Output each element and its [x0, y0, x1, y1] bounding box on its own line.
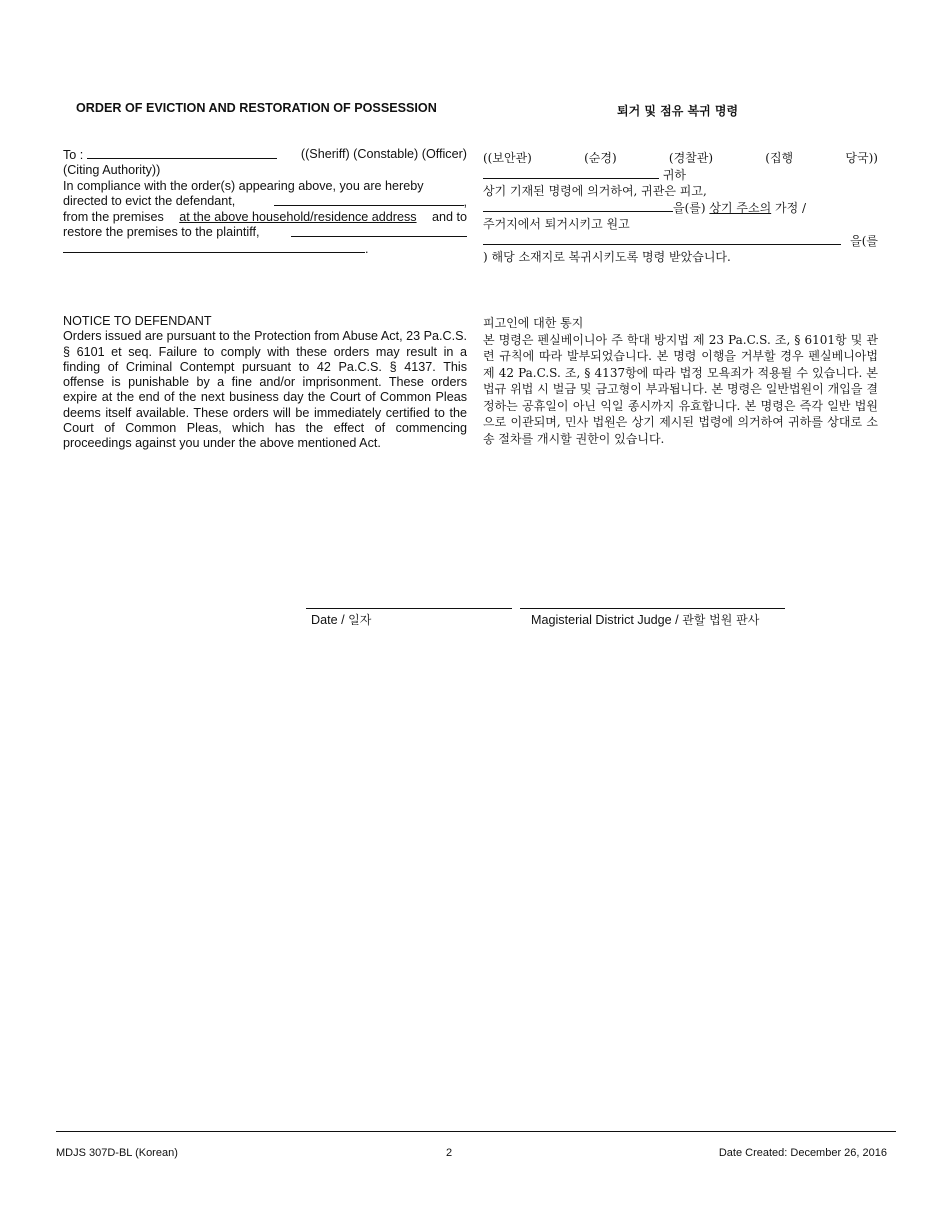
right-title: 퇴거 및 점유 복귀 명령: [617, 104, 739, 118]
compliance-line-2: directed to evict the defendant, ,: [63, 193, 467, 209]
judge-label-ko: 관할 법원 판사: [682, 613, 760, 627]
compliance-text-1: In compliance with the order(s) appearing above, you are hereby: [63, 178, 424, 193]
officer-roles: ((Sheriff) (Constable) (Officer): [300, 147, 467, 161]
household-text: 가정 /: [775, 200, 807, 215]
judge-signature-line[interactable]: [520, 608, 785, 609]
officer-name-blank[interactable]: [87, 147, 277, 159]
object-particle: 을(를): [673, 200, 706, 215]
line-2-ko: 상기 기재된 명령에 의거하여, 귀관은 피고,: [483, 184, 707, 198]
addressee-line: [483, 167, 878, 184]
compliance-text-3b: and to: [431, 210, 467, 225]
line-3-ko: [483, 200, 878, 217]
compliance-line-3: [63, 210, 467, 225]
date-created: Date Created: December 26, 2016: [718, 1147, 887, 1159]
form-id: MDJS 307D-BL (Korean): [56, 1147, 178, 1159]
period: .: [365, 241, 369, 256]
footer-rule: [56, 1131, 896, 1132]
to-line: [63, 147, 467, 163]
plaintiff-name-blank[interactable]: [291, 225, 467, 237]
role-citing: (집행: [765, 151, 794, 165]
left-title: ORDER OF EVICTION AND RESTORATION OF POSSESSION: [76, 101, 437, 115]
role-constable: (순경): [584, 151, 617, 165]
citing-authority: (Citing Authority)): [63, 163, 161, 178]
right-notice: [483, 315, 878, 447]
line-4-ko: 주거지에서 퇴거시키고 원고: [483, 217, 630, 231]
defendant-name-blank[interactable]: [274, 194, 464, 206]
left-notice: [63, 314, 467, 452]
role-officer: (경찰관): [668, 151, 714, 165]
line-5-ko: [483, 233, 878, 250]
object-particle-2: 을(를: [850, 233, 878, 248]
plaintiff-name-blank-2[interactable]: [63, 241, 365, 253]
roles-line: [483, 150, 878, 167]
date-signature-line[interactable]: [306, 608, 512, 609]
date-label-en: Date /: [311, 613, 345, 627]
address-underlined: at the above household/residence address: [179, 210, 417, 225]
compliance-text-4: restore the premises to the plaintiff,: [63, 225, 260, 240]
right-order-block: [483, 150, 878, 266]
judge-label-en: Magisterial District Judge /: [531, 613, 679, 627]
judge-label: [531, 612, 759, 629]
notice-body: Orders issued are pursuant to the Protection from Abuse Act, 23 Pa.C.S. § 6101 et seq. Failure to comply with these orders may result in a finding of Criminal Contempt pursuant to 42 Pa.C.S. § 4137. This offense is punishable by a fine and/or imprisonment. These orders expire at the end of the next business day the Court of Common Pleas deems itself available. These orders will be immediately certified to the Court of Common Pleas, which has the effect of commencing proceedings against you under the above mentioned Act.: [63, 329, 467, 451]
date-label: [311, 612, 371, 629]
address-underlined-ko: 상기 주소의: [709, 200, 772, 215]
plaintiff-name-blank-ko[interactable]: [483, 233, 841, 245]
notice-title: NOTICE TO DEFENDANT: [63, 314, 212, 328]
date-label-ko: 일자: [348, 613, 372, 627]
notice-title-ko: 피고인에 대한 통지: [483, 316, 584, 330]
compliance-text-2: directed to evict the defendant,: [63, 193, 236, 208]
to-label: To :: [63, 148, 84, 162]
role-authority: 당국)): [845, 151, 878, 165]
compliance-line-4: [63, 225, 467, 240]
compliance-line-5: [63, 241, 467, 257]
defendant-name-blank-ko[interactable]: [483, 200, 673, 212]
role-sheriff: ((보안관): [483, 151, 532, 165]
line-6-ko: ) 해당 소재지로 복귀시키도록 명령 받았습니다.: [483, 250, 731, 264]
notice-body-ko: 본 명령은 펜실베이니아 주 학대 방지법 제 23 Pa.C.S. 조, § 6101항 및 관련 규칙에 따라 발부되었습니다. 본 명령 이행을 거부할 경우 펜실베니아법 제 42 Pa.C.S. 조, § 4137항에 따라 법정 모욕죄가 적용될 수 있습니다. 본 법규 위법 시 벌금 및 금고형이 부과됩니다. 본 명령은 일반법원이 개입을 결정하는 공휴일이 아닌 익일 종시까지 유효합니다. 본 명령은 즉각 일반 법원으로 이관되며, 민사 법원은 상기 제시된 법령에 의거하여 귀하를 상대로 소송 절차를 개시할 권한이 있습니다.: [483, 332, 878, 446]
compliance-text-3a: from the premises: [63, 210, 164, 225]
addressee: 귀하: [662, 167, 687, 182]
left-order-block: [63, 147, 467, 257]
compliance-line-1: [63, 179, 467, 194]
page-number: 2: [446, 1147, 453, 1159]
officer-name-blank-ko[interactable]: [483, 167, 659, 179]
